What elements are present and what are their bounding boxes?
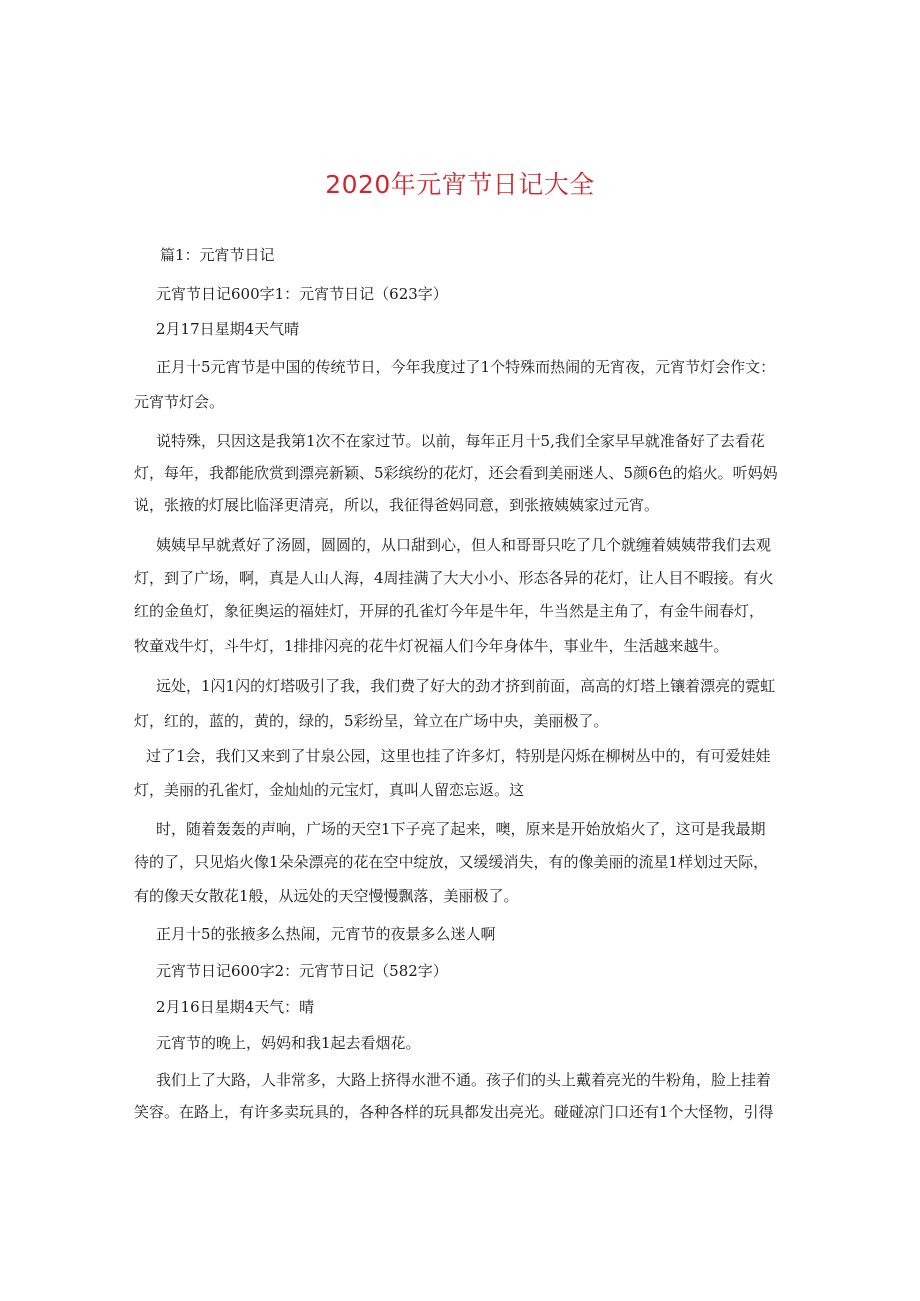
paragraph-line: 元宵节的晚上，妈妈和我1起去看烟花。: [156, 1034, 421, 1052]
paragraph-line: 牧童戏牛灯，斗牛灯，1排排闪亮的花牛灯祝福人们今年身体牛，事业牛，生活越来越牛。: [134, 637, 729, 655]
document-title: 2020年元宵节日记大全: [325, 170, 595, 199]
paragraph-line: 灯，每年，我都能欣赏到漂亮新颖、5彩缤纷的花灯，还会看到美丽迷人、5颜6色的焰火。听妈妈: [134, 464, 778, 482]
paragraph-line: 正月十5的张掖多么热闹，元宵节的夜景多么迷人啊: [156, 925, 496, 943]
section-heading: 篇1：元宵节日记: [160, 246, 275, 264]
paragraph-line: 笑容。在路上，有许多卖玩具的，各种各样的玩具都发出亮光。碰碰凉门口还有1个大怪物，引得: [134, 1103, 774, 1121]
paragraph-line: 灯，红的，蓝的，黄的，绿的，5彩纷呈，耸立在广场中央，美丽极了。: [134, 712, 609, 730]
paragraph-line: 灯，美丽的孔雀灯，金灿灿的元宝灯，真叫人留恋忘返。这: [134, 781, 525, 799]
paragraph-line: 说特殊，只因这是我第1次不在家过节。以前，每年正月十5,我们全家早早就准备好了去看花: [156, 432, 765, 450]
paragraph-line: 红的金鱼灯，象征奥运的福娃灯，开屏的孔雀灯今年是牛年，牛当然是主角了，有金牛闹春灯，: [134, 602, 765, 620]
date-line: 2月16日星期4天气：晴: [156, 998, 315, 1016]
paragraph-line: 远处，1闪1闪的灯塔吸引了我，我们费了好大的劲才挤到前面，高高的灯塔上镶着漂亮的霓虹: [156, 677, 776, 695]
paragraph-line: 元宵节灯会。: [134, 393, 225, 411]
paragraph-line: 待的了，只见焰火像1朵朵漂亮的花在空中绽放，又缓缓消失，有的像美丽的流星1样划过天际，: [134, 853, 769, 871]
paragraph-line: 我们上了大路，人非常多，大路上挤得水泄不通。孩子们的头上戴着亮光的牛粉角，脸上挂着: [156, 1071, 772, 1089]
paragraph-line: 说，张掖的灯展比临泽更清亮，所以，我征得爸妈同意，到张掖姨姨家过元宵。: [134, 496, 660, 514]
subsection-heading: 元宵节日记600字2：元宵节日记（582字）: [156, 962, 448, 980]
paragraph-line: 正月十5元宵节是中国的传统节日，今年我度过了1个特殊而热闹的无宵夜，元宵节灯会作文：: [156, 358, 776, 376]
paragraph-line: 过了1会，我们又来到了甘泉公园，这里也挂了许多灯，特别是闪烁在柳树丛中的，有可爱娃娃: [146, 747, 771, 765]
paragraph-line: 灯，到了广场，啊，真是人山人海，4周挂满了大大小小、形态各异的花灯，让人目不暇接。有火: [134, 569, 774, 587]
paragraph-line: 时，随着轰轰的声响，广场的天空1下子亮了起来，噢，原来是开始放焰火了，这可是我最期: [156, 820, 766, 838]
paragraph-line: 姨姨早早就煮好了汤圆，圆圆的，从口甜到心，但人和哥哥只吃了几个就缠着姨姨带我们去观: [156, 536, 772, 554]
date-line: 2月17日星期4天气晴: [156, 320, 300, 338]
subsection-heading: 元宵节日记600字1：元宵节日记（623字）: [156, 285, 448, 303]
paragraph-line: 有的像天女散花1般，从远处的天空慢慢飘落，美丽极了。: [134, 887, 519, 905]
